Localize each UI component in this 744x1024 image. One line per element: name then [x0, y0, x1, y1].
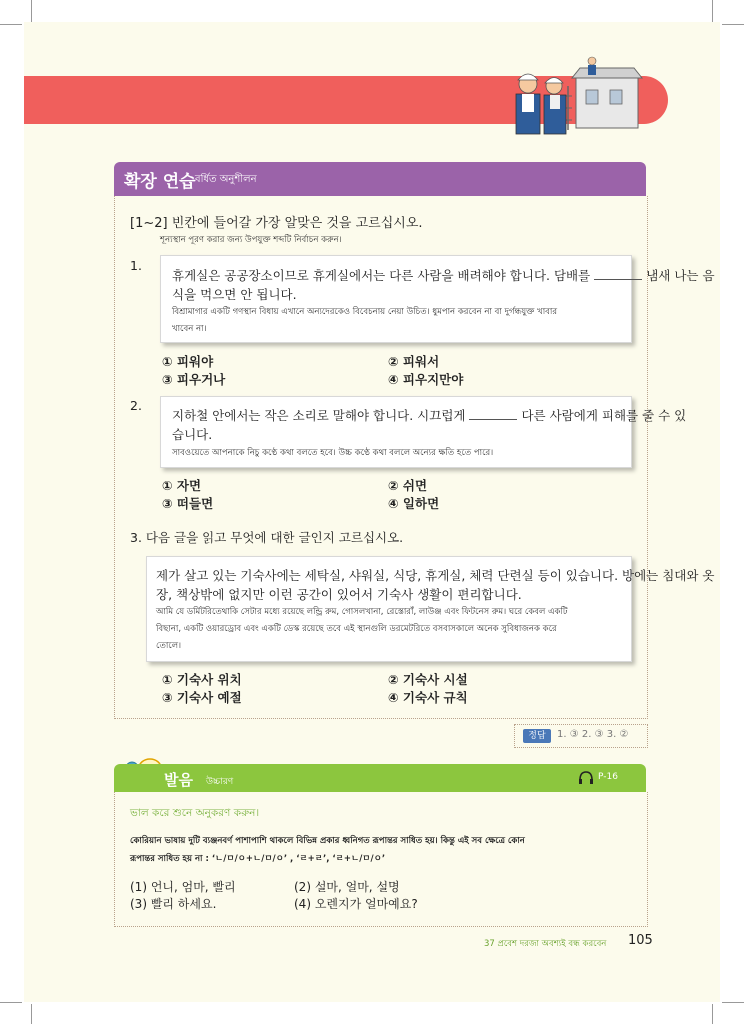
pronunciation-header	[114, 764, 646, 792]
crop-mark	[0, 1002, 22, 1003]
question-2-text-b: 다른 사람에게 피해를 줄 수 있	[521, 408, 687, 423]
question-3-text: 장, 책상밖에 없지만 이런 공간이 있어서 기숙사 생활이 편리합니다.	[156, 587, 522, 602]
pronunciation-rule: রূপান্তর সাধিত হয় না : ‘ㄴ/ㅁ/ㅇ+ㄴ/ㅁ/ㅇ’ , ‘ㄹ+ㄹ’, ‘ㄹ+ㄴ/ㅁ/ㅇ’	[130, 854, 386, 864]
instruction-ko: [1~2] 빈칸에 들어갈 가장 알맞은 것을 고르십시오.	[130, 216, 423, 231]
pronunciation-subtitle: উচ্চারণ	[206, 777, 234, 787]
crop-mark	[0, 24, 22, 25]
crop-mark	[31, 0, 32, 22]
page-number: 105	[628, 933, 653, 948]
answer-box	[514, 724, 648, 748]
option-3[interactable]: ③ 기숙사 예절	[162, 690, 242, 705]
blank-line	[594, 269, 642, 280]
pronunciation-item: (1) 언니, 엄마, 빨리	[130, 880, 236, 894]
question-1-translation: খাবেন না।	[172, 324, 207, 334]
option-4[interactable]: ④ 일하면	[388, 496, 440, 511]
pronunciation-item: (2) 설마, 얼마, 설명	[294, 880, 400, 894]
workers-illustration	[506, 56, 656, 138]
chapter-footer: 37 প্রবেশ দরজা অবশ্যই বন্ধ করবেন	[484, 939, 607, 949]
question-3-translation: আমি যে ডর্মিটরিতেথাকি সেটার মধ্যে রয়েছে লন্ড্রি রুম, গোসলখানা, রেস্তোরাঁ, লাউঞ্জ এবং ফিটনেস রুম। ঘরে কেবল একটি	[156, 607, 568, 617]
question-3-text: 제가 살고 있는 기숙사에는 세탁실, 샤워실, 식당, 휴게실, 체력 단련실 등이 있습니다. 방에는 침대와 옷	[156, 568, 715, 583]
listen-instruction: ভাল করে শুনে অনুকরণ করুন।	[130, 807, 260, 819]
blank-line	[469, 409, 517, 420]
question-1-text-a: 휴게실은 공공장소이므로 휴게실에서는 다른 사람을 배려해야 합니다. 담배를	[172, 268, 591, 283]
section-subtitle: বর্ধিত অনুশীলন	[195, 174, 257, 185]
question-1-text	[172, 266, 715, 284]
option-3[interactable]: ③ 피우거나	[162, 372, 226, 387]
pronunciation-rule: কোরিয়ান ভাষায় দুটি ব্যঞ্জনবর্ণ পাশাপাশি থাকলে বিভিন্ন প্রকার ধ্বনিগত রূপান্তর সাধিত হয়। কিন্তু এই সব ক্ষেত্রে কোন	[130, 836, 525, 846]
question-3-translation: তোলে।	[156, 641, 182, 651]
option-1[interactable]: ① 자면	[162, 478, 202, 493]
crop-mark	[712, 1004, 713, 1024]
crop-mark	[722, 24, 744, 25]
question-number: 1.	[130, 258, 142, 273]
question-2-translation: সাবওয়েতে আপনাকে নিচু কণ্ঠে কথা বলতে হবে। উচ্চ কণ্ঠে কথা বললে অন্যের ক্ষতি হতে পারে।	[172, 448, 494, 458]
option-4[interactable]: ④ 기숙사 규칙	[388, 690, 468, 705]
pronunciation-item: (3) 빨리 하세요.	[130, 897, 217, 911]
option-4[interactable]: ④ 피우지만야	[388, 372, 464, 387]
answer-text: 1. ③ 2. ③ 3. ②	[557, 729, 629, 740]
crop-mark	[31, 1004, 32, 1024]
question-2-text-c: 습니다.	[172, 427, 213, 442]
question-number: 2.	[130, 398, 142, 413]
section-header	[114, 162, 646, 196]
option-2[interactable]: ② 피워서	[388, 354, 440, 369]
instruction-bn: শূন্যস্থান পূরণ করার জন্য উপযুক্ত শব্দটি নির্বাচন করুন।	[160, 235, 342, 245]
question-2-text-a: 지하철 안에서는 작은 소리로 말해야 합니다. 시끄럽게	[172, 408, 466, 423]
question-1-text-b: 냄새 나는 음	[646, 268, 715, 283]
crop-mark	[722, 1002, 744, 1003]
audio-page-ref[interactable]: P-16	[598, 772, 618, 782]
pronunciation-item: (4) 오렌지가 얼마예요?	[294, 897, 418, 911]
headphones-icon[interactable]	[578, 770, 594, 784]
pronunciation-title: 발음	[164, 771, 193, 789]
option-2[interactable]: ② 쉬면	[388, 478, 428, 493]
option-1[interactable]: ① 기숙사 위치	[162, 672, 242, 687]
option-1[interactable]: ① 피워야	[162, 354, 214, 369]
answer-badge: 정답	[523, 729, 551, 743]
option-2[interactable]: ② 기숙사 시설	[388, 672, 468, 687]
question-3-translation: বিছানা, একটি ওয়ারড্রোব এবং একটি ডেস্ক রয়েছে তবে এই স্থানগুলি ডরমেটরিতে বসবাসকালে অনেক সুবিধাজনক করে	[156, 624, 557, 634]
question-1-text-c: 식을 먹으면 안 됩니다.	[172, 287, 297, 302]
option-3[interactable]: ③ 떠들면	[162, 496, 214, 511]
section-title: 확장 연습	[124, 172, 196, 192]
question-1-translation: বিশ্রামাগার একটি গণস্থান বিধায় এখানে অন্যদেরকেও বিবেচনায় নেয়া উচিত। ধুমপান করবেন না বা দুর্গন্ধযুক্ত খাবার	[172, 307, 558, 317]
question-3-prompt: 3. 다음 글을 읽고 무엇에 대한 글인지 고르십시오.	[130, 530, 404, 545]
crop-mark	[712, 0, 713, 22]
question-2-text	[172, 406, 686, 424]
